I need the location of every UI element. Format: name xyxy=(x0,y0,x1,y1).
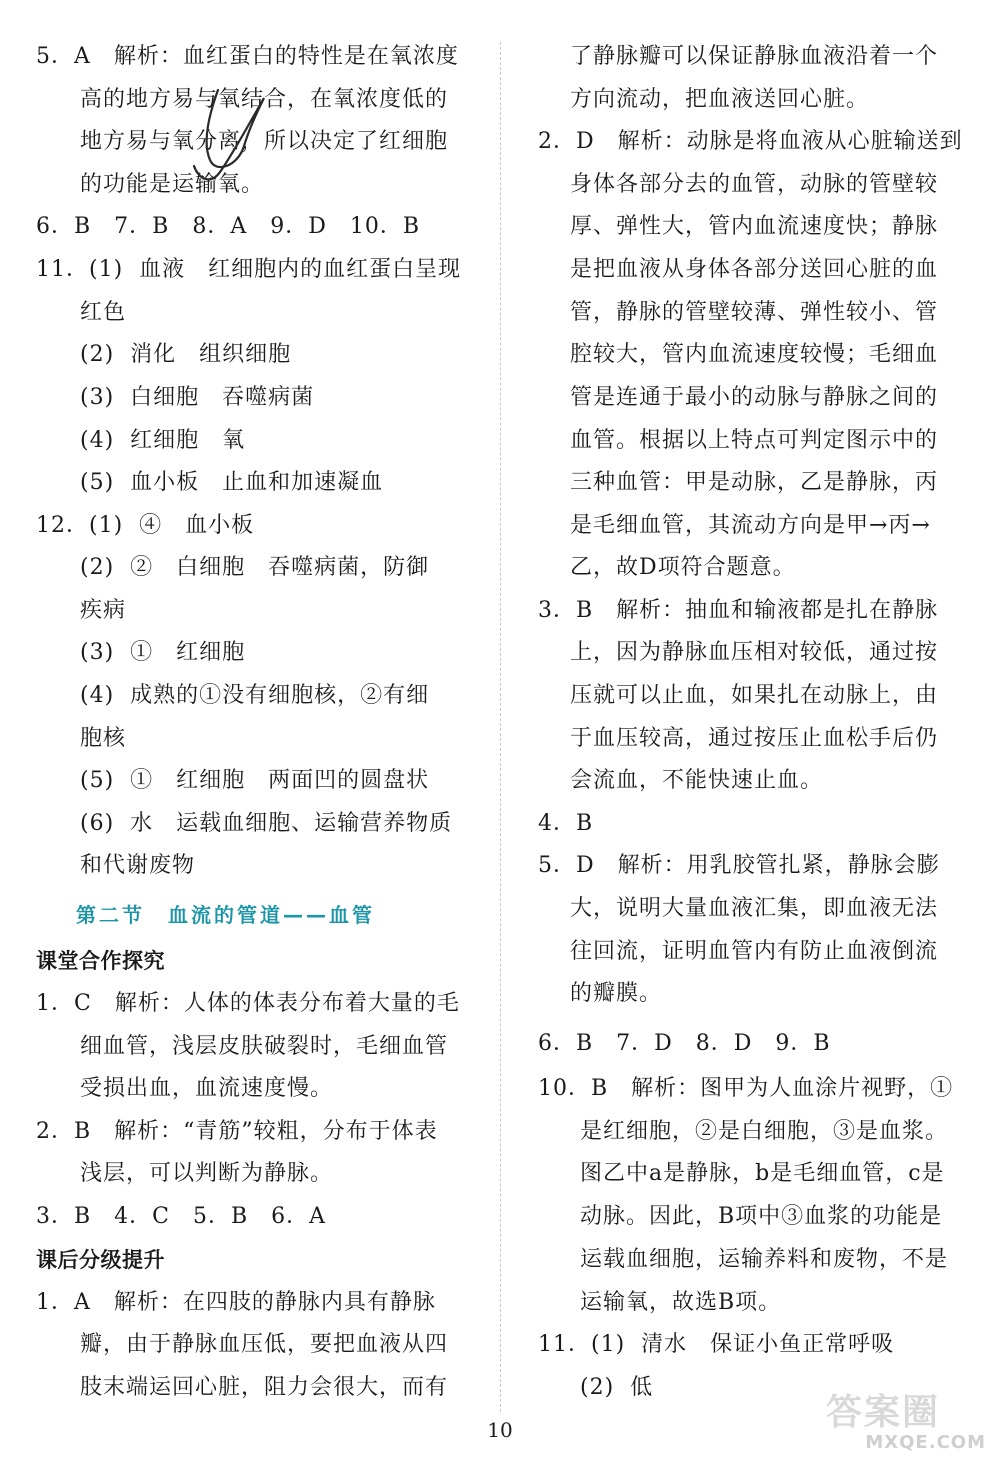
text-line: 浅层，可以判断为静脉。 xyxy=(80,1161,334,1186)
text-line: 6．B 7．B 8．A 9．D 10．B xyxy=(36,214,421,239)
text-line: 的功能是运输氧。 xyxy=(80,172,265,197)
text-line: 和代谢废物 xyxy=(80,853,196,878)
text-line: (2) 低 xyxy=(580,1375,654,1400)
text-line: 管是连通于最小的动脉与静脉之间的 xyxy=(570,385,939,410)
text-line: 1．C 解析：人体的体表分布着大量的毛 xyxy=(36,991,460,1016)
watermark xyxy=(826,1393,986,1453)
text-line: 疾病 xyxy=(80,598,127,623)
text-line: 乙，故D项符合题意。 xyxy=(570,555,796,580)
text-line: 上，因为静脉血压相对较低，通过按 xyxy=(570,640,939,665)
text-line: 4．B xyxy=(538,811,594,836)
text-line: 的瓣膜。 xyxy=(570,981,663,1006)
text-line: 运输氧，故选B项。 xyxy=(580,1290,782,1315)
text-line: 往回流，证明血管内有防止血液倒流 xyxy=(570,939,939,964)
text-line: 红色 xyxy=(80,300,127,325)
text-line: 压就可以止血，如果扎在动脉上，由 xyxy=(570,683,939,708)
page-number: 10 xyxy=(487,1418,513,1442)
text-line: 6．B 7．D 8．D 9．B xyxy=(538,1031,831,1056)
text-line: 高的地方易与氧结合，在氧浓度低的 xyxy=(80,87,449,112)
text-line: (5) 血小板 止血和加速凝血 xyxy=(80,470,384,495)
text-line: 2．B 解析：“青筋”较粗，分布于体表 xyxy=(36,1119,438,1144)
text-line: 是毛细血管，其流动方向是甲→丙→ xyxy=(570,513,931,538)
text-line: 10．B 解析：图甲为人血涂片视野，① xyxy=(538,1076,954,1101)
text-line: 3．B 4．C 5．B 6．A xyxy=(36,1204,327,1229)
text-line: (5) ① 红细胞 两面凹的圆盘状 xyxy=(80,768,430,793)
text-line: 细血管，浅层皮肤破裂时，毛细血管 xyxy=(80,1034,449,1059)
text-line: 11．(1) 清水 保证小鱼正常呼吸 xyxy=(538,1332,895,1357)
text-line: 5．D 解析：用乳胶管扎紧，静脉会膨 xyxy=(538,853,940,878)
text-line: 会流血，不能快速止血。 xyxy=(570,768,824,793)
text-line: 三种血管：甲是动脉，乙是静脉，丙 xyxy=(570,470,939,495)
text-line: 胞核 xyxy=(80,726,127,751)
text-line: 12．(1) ④ 血小板 xyxy=(36,513,255,538)
text-line: 3．B 解析：抽血和输液都是扎在静脉 xyxy=(538,598,939,623)
section-title: 第二节 血流的管道——血管 xyxy=(76,903,375,927)
pen-scribble-icon xyxy=(180,82,270,192)
text-line: (4) 红细胞 氧 xyxy=(80,428,246,453)
text-line: 于血压较高，通过按压止血松手后仍 xyxy=(570,726,939,751)
text-line: 身体各部分去的血管，动脉的管壁较 xyxy=(570,172,939,197)
column-divider xyxy=(500,42,501,1412)
text-line: 动脉。因此，B项中③血浆的功能是 xyxy=(580,1204,943,1229)
text-line: (6) 水 运载血细胞、运输营养物质 xyxy=(80,811,453,836)
text-line: 方向流动，把血液送回心脏。 xyxy=(570,87,870,112)
text-line: 2．D 解析：动脉是将血液从心脏输送到 xyxy=(538,129,963,154)
text-line: (3) 白细胞 吞噬病菌 xyxy=(80,385,315,410)
text-line: 图乙中a是静脉，b是毛细血管，c是 xyxy=(580,1161,945,1186)
text-line: 11．(1) 血液 红细胞内的血红蛋白呈现 xyxy=(36,257,462,282)
watermark-brand: 答案圈 xyxy=(826,1392,941,1433)
subheading: 课后分级提升 xyxy=(36,1248,165,1272)
text-line: 是红细胞，②是白细胞，③是血浆。 xyxy=(580,1119,949,1144)
text-line: 1．A 解析：在四肢的静脉内具有静脉 xyxy=(36,1290,436,1315)
text-line: (2) 消化 组织细胞 xyxy=(80,342,292,367)
text-line: (3) ① 红细胞 xyxy=(80,640,246,665)
text-line: 运载血细胞，运输养料和废物，不是 xyxy=(580,1247,949,1272)
text-line: 是把血液从身体各部分送回心脏的血 xyxy=(570,257,939,282)
text-line: 受损出血，血流速度慢。 xyxy=(80,1076,334,1101)
text-line: (2) ② 白细胞 吞噬病菌，防御 xyxy=(80,555,430,580)
watermark-site: MXQE.COM xyxy=(865,1432,986,1453)
text-line: 瓣，由于静脉血压低，要把血液从四 xyxy=(80,1332,449,1357)
text-line: 厚、弹性大，管内血流速度快；静脉 xyxy=(570,214,939,239)
text-line: 了静脉瓣可以保证静脉血液沿着一个 xyxy=(570,44,939,69)
text-line: (4) 成熟的①没有细胞核，②有细 xyxy=(80,683,430,708)
subheading: 课堂合作探究 xyxy=(36,949,165,973)
text-line: 5．A 解析：血红蛋白的特性是在氧浓度 xyxy=(36,44,459,69)
text-line: 大，说明大量血液汇集，即血液无法 xyxy=(570,896,939,921)
text-line: 腔较大，管内血流速度较慢；毛细血 xyxy=(570,342,939,367)
text-line: 血管。根据以上特点可判定图示中的 xyxy=(570,428,939,453)
text-line: 肢末端运回心脏，阻力会很大，而有 xyxy=(80,1375,449,1400)
text-line: 地方易与氧分离，所以决定了红细胞 xyxy=(80,129,449,154)
text-line: 管，静脉的管壁较薄、弹性较小、管 xyxy=(570,300,939,325)
